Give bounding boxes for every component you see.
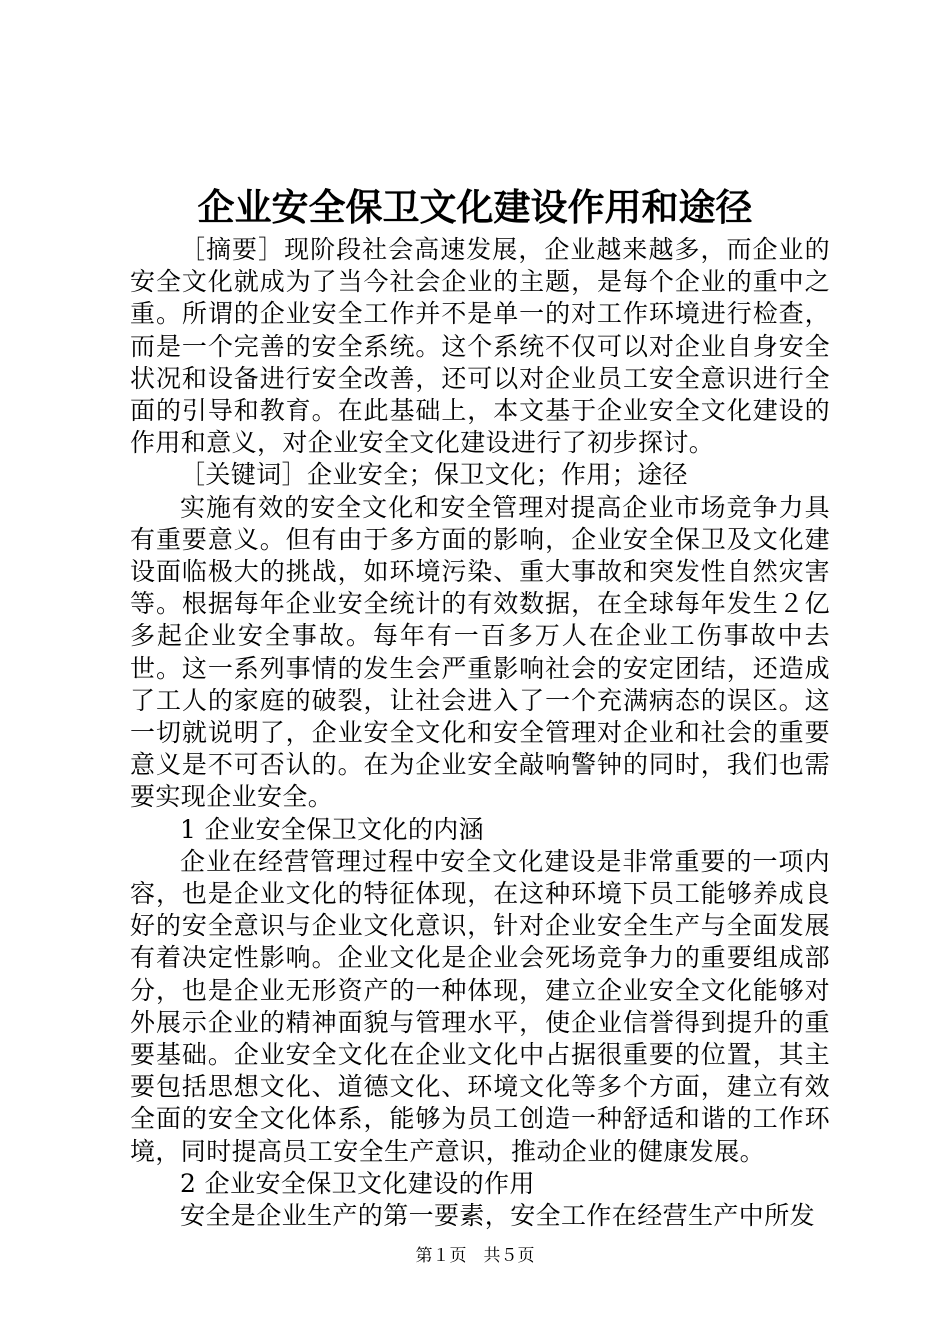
- section-1-paragraph: 企业在经营管理过程中安全文化建设是非常重要的一项内容，也是企业文化的特征体现，在这种环境下员工能够养成良好的安全意识与企业文化意识，针对企业安全生产与全面发展有着决定性影响。企业文化是企业会死场竞争力的重要组成部分，也是企业无形资产的一种体现，建立企业安全文化能够对外展示企业的精神面貌与管理水平，使企业信誉得到提升的重要基础。企业安全文化在企业文化中占据很重要的位置，其主要包括思想文化、道德文化、环境文化等多个方面，建立有效全面的安全文化体系，能够为员工创造一种舒适和谐的工作环境，同时提高员工安全生产意识，推动企业的健康发展。: [130, 846, 830, 1166]
- section-2-heading: 2 企业安全保卫文化建设的作用: [180, 1168, 535, 1198]
- document-body: [130, 234, 830, 1232]
- abstract-paragraph: ［摘要］现阶段社会高速发展，企业越来越多，而企业的安全文化就成为了当今社会企业的主题，是每个企业的重中之重。所谓的企业安全工作并不是单一的对工作环境进行检查，而是一个完善的安全系统。这个系统不仅可以对企业自身安全状况和设备进行安全改善，还可以对企业员工安全意识进行全面的引导和教育。在此基础上，本文基于企业安全文化建设的作用和意义，对企业安全文化建设进行了初步探讨。: [130, 235, 830, 458]
- section-1-heading: 1 企业安全保卫文化的内涵: [180, 814, 485, 844]
- document-title: 企业安全保卫文化建设作用和途径: [197, 185, 753, 229]
- page-number-footer: 第１页 共５页: [415, 1246, 535, 1266]
- section-2-paragraph: 安全是企业生产的第一要素，安全工作在经营生产中所发: [180, 1201, 816, 1231]
- intro-paragraph: 实施有效的安全文化和安全管理对提高企业市场竞争力具有重要意义。但有由于多方面的影响，企业安全保卫及文化建设面临极大的挑战，如环境污染、重大事故和突发性自然灾害等。根据每年企业安全统计的有效数据，在全球每年发生２亿多起企业安全事故。每年有一百多万人在企业工伤事故中去世。这一系列事情的发生会严重影响社会的安定团结，还造成了工人的家庭的破裂，让社会进入了一个充满病态的误区。这一切就说明了，企业安全文化和安全管理对企业和社会的重要意义是不可否认的。在为企业安全敲响警钟的同时，我们也需要实现企业安全。: [130, 492, 830, 812]
- keywords-paragraph: ［关键词］企业安全；保卫文化；作用；途径: [180, 460, 689, 490]
